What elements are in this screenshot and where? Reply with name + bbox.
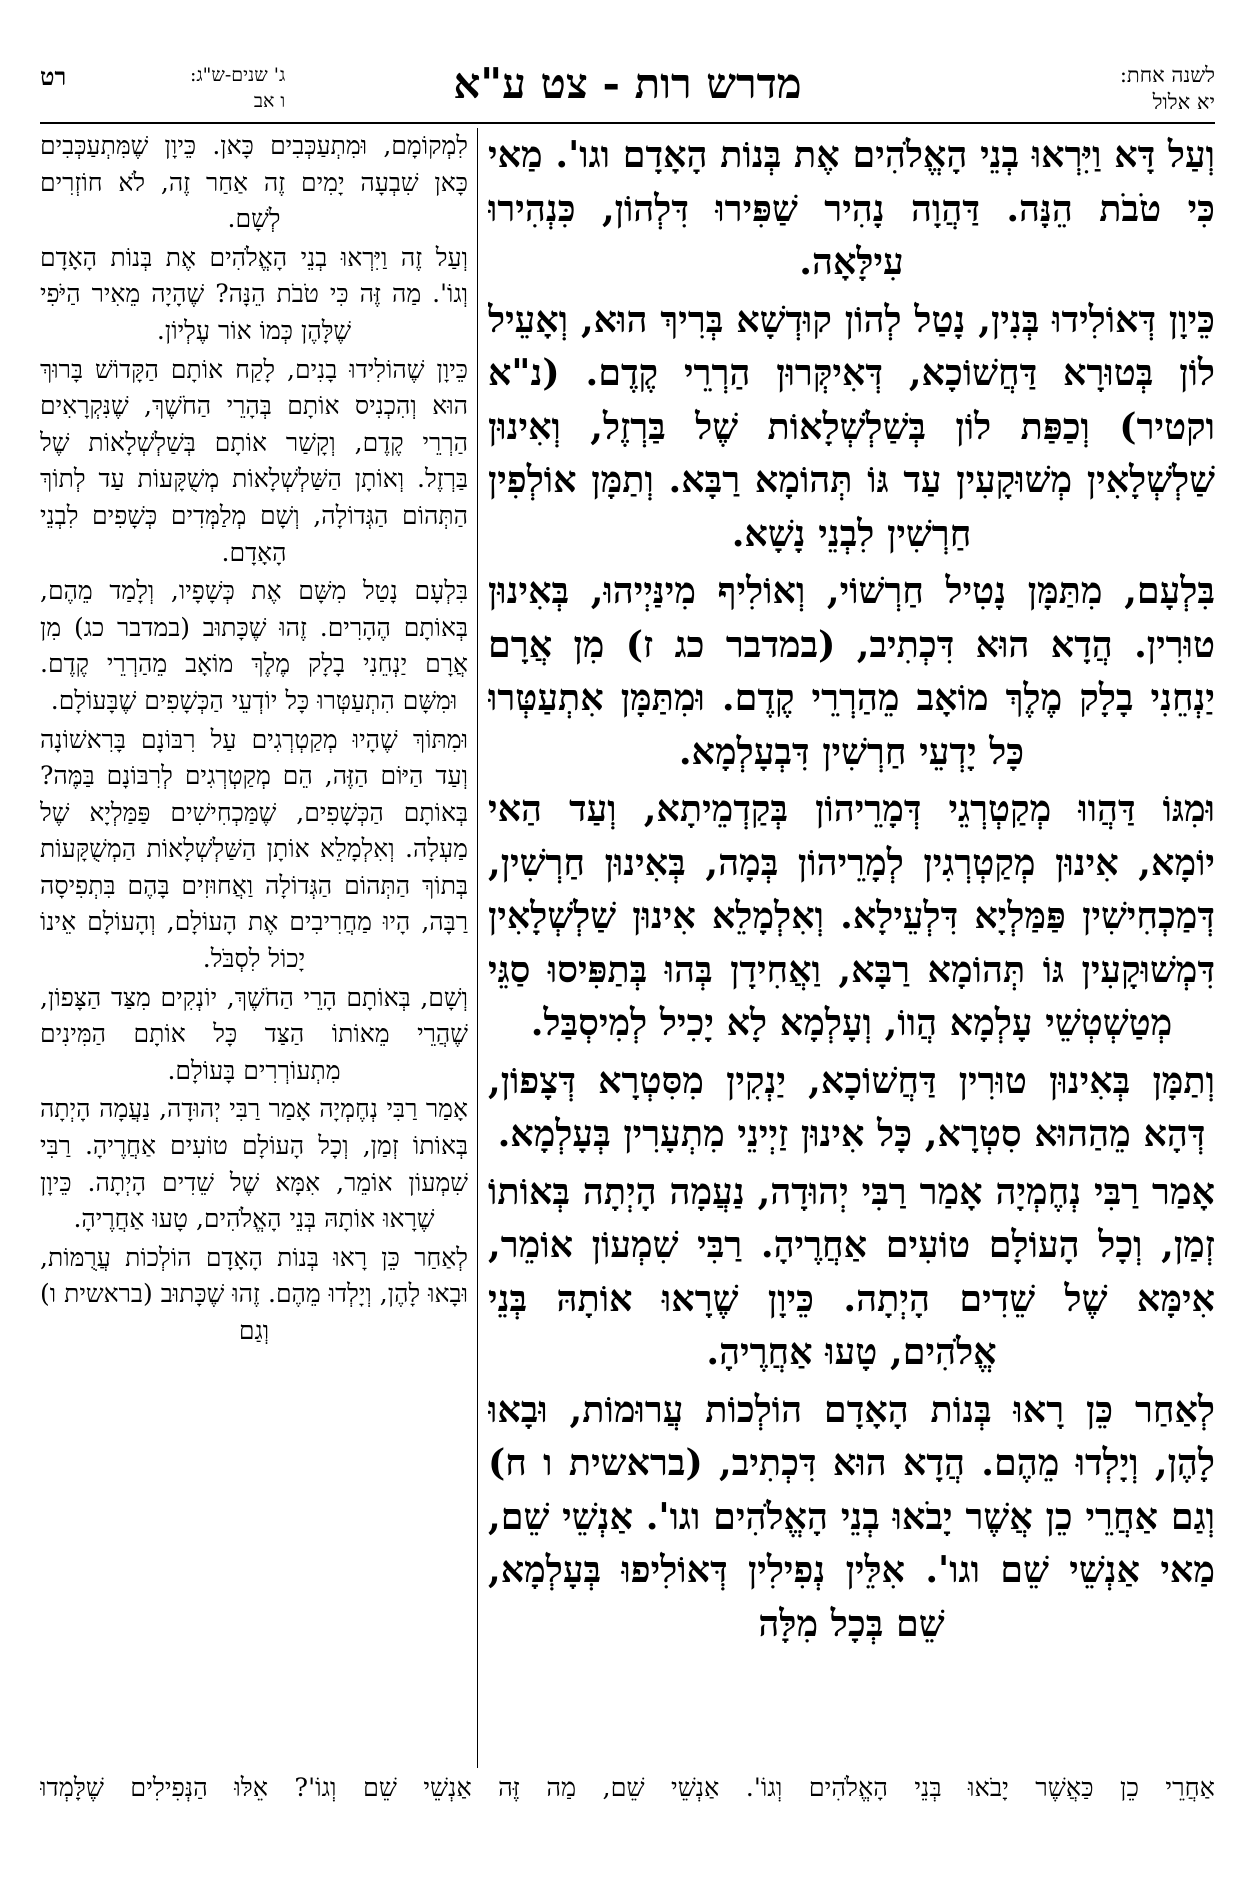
page-header <box>40 58 1215 118</box>
side-paragraph: וּמִתּוֹךְ שֶׁהָיוּ מְקַטְרְגִים עַל רִבּוֹנָם בָּרִאשׁוֹנָה וְעַד הַיּוֹם הַזֶּה, הֵם מְקַטְרְגִים לְרִבּוֹנָם בַּמֶּה? בְּאוֹתָם הַכְּשָׁפִים, שֶׁמַּכְחִישִׁים פַּמַּלְיָא שֶׁל מַעְלָה. וְאִלְמָלֵא אוֹתָן הַשַּׁלְשְׁלָאוֹת הַמְשֻׁקָּעוֹת בְּתוֹךְ הַתְּהוֹם הַגְּדוֹלָה וַאֲחוּזִים בָּהֶם בִּתְפִיסָה רַבָּה, הָיוּ מַחֲרִיבִים אֶת הָעוֹלָם, וְהָעוֹלָם אֵינוֹ יָכוֹל לִסְבֹּל. <box>40 724 468 974</box>
main-paragraph: כֵּיוָן דְּאוֹלִידוּ בְּנִין, נָטַל לְהוֹן קוּדְשָׁא בְּרִיךְ הוּא, וְאָעֵיל לוֹן בְּטוּרָא דַּחֲשׁוֹכָא, דְּאִיקְּרוּן הַרְרֵי קֶדֶם. (נ"א וקטיר) וְכַפַּת לוֹן בְּשַׁלְשְׁלָאוֹת שֶׁל בַּרְזֶל, וְאִינוּן שַׁלְשְׁלָאִין מְשׁוּקָעִין עַד גּוֹ תְּהוֹמָא רַבָּא. וְתַמָּן אוֹלְפִין חַרְשִׁין לִבְנֵי נָשָׁא. <box>488 297 1215 555</box>
side-paragraph: אָמַר רַבִּי נְחֶמְיָה אָמַר רַבִּי יְהוּדָה, נַעֲמָה הָיְתָה בְּאוֹתוֹ זְמַן, וְכָל הָעוֹלָם טוֹעִים אַחֲרֶיהָ. רַבִּי שִׁמְעוֹן אוֹמֵר, אִמָּא שֶׁל שֵׁדִים הָיְתָה. כֵּיוָן שֶׁרָאוּ אוֹתָהּ בְּנֵי הָאֱלֹהִים, טָעוּ אַחֲרֶיהָ. <box>40 1094 468 1234</box>
side-paragraph: וְשָׁם, בְּאוֹתָם הָרֵי הַחֹשֶׁךְ, יוֹנְקִים מִצַּד הַצָּפוֹן, שֶׁהֲרֵי מֵאוֹתוֹ הַצַּד כָּל אוֹתָם הַמִּינִים מִתְעוֹרְרִים בָּעוֹלָם. <box>40 982 468 1085</box>
side-paragraph: כֵּיוָן שֶׁהוֹלִידוּ בָנִים, לָקַח אוֹתָם הַקָּדוֹשׁ בָּרוּךְ הוּא וְהִכְנִיס אוֹתָם בְּהָרֵי הַחֹשֶׁךְ, שֶׁנִּקְרָאִים הַרְרֵי קֶדֶם, וְקָשַׁר אוֹתָם בְּשַׁלְשְׁלָאוֹת שֶׁל בַּרְזֶל. וְאוֹתָן הַשַּׁלְשְׁלָאוֹת מְשֻׁקָּעוֹת עַד לְתוֹךְ הַתְּהוֹם הַגְּדוֹלָה, וְשָׁם מְלַמְּדִים כְּשָׁפִים לִבְנֵי הָאָדָם. <box>40 354 468 567</box>
main-paragraph: אָמַר רַבִּי נְחֶמְיָה אָמַר רַבִּי יְהוּדָה, נַעֲמָה הָיְתָה בְּאוֹתוֹ זְמַן, וְכָל הָעוֹלָם טוֹעִים אַחֲרֶיהָ. רַבִּי שִׁמְעוֹן אוֹמֵר, אִימָּא שֶׁל שֵׁדִים הָיְתָה. כֵּיוָן שֶׁרָאוּ אוֹתָהּ בְּנֵי אֱלֹהִים, טָעוּ אַחֲרֶיהָ. <box>488 1169 1215 1373</box>
schedule-label-one-year: לשנה אחת: <box>1119 63 1215 87</box>
study-schedule-three-years <box>190 62 285 114</box>
main-paragraph: לְאַחַר כֵּן רָאוּ בְּנוֹת הָאָדָם הוֹלְכוֹת עֲרוּמוֹת, וּבָאוּ לָהֶן, וְיָלְדוּ מֵהֶם. הֲדָא הוּא דִּכְתִיב, (בראשית ו ח) וְגַם אַחֲרֵי כֵן אֲשֶׁר יָבֹאוּ בְנֵי הָאֱלֹהִים וגו'. אַנְשֵׁי שֵׁם, מַאי אַנְשֵׁי שֵׁם וגו'. אִלֵּין נְפִילִין דְּאוֹלִיפוּ בְּעָלְמָא, שֵׁם בְּכָל מִלָּה <box>488 1387 1215 1645</box>
footer-line: אַחֲרֵי כֵן כַּאֲשֶׁר יָבֹאוּ בְּנֵי הָאֱלֹהִים וְגוֹ'. אַנְשֵׁי שֵׁם, מַה זֶּה אַנְשֵׁי שֵׁם וְגוֹ'? אֵלּוּ הַנְּפִילִים שֶׁלָּמְדוּ <box>40 1773 1215 1803</box>
main-paragraph: וּמִגּוֹ דַּהֲווּ מְקַטְרְגֵי דְּמָרֵיהוֹן בְּקַדְמֵיתָא, וְעַד הַאי יוֹמָא, אִינוּן מְקַטְרְגִין לְמָרֵיהוֹן בְּמָה, בְּאִינוּן חַרְשִׁין, דְּמַכְחִישִׁין פַּמַּלְיָא דִּלְעֵילָא. וְאִלְמָלֵא אִינוּן שַׁלְשְׁלָאִין דִּמְשׁוּקָעִין גּוֹ תְּהוֹמָא רַבָּא, וַאֲחִידָן בְּהוּ בְּתַפִּיסוּ סַגֵּי מְטַשְׁטְשֵׁי עָלְמָא הֲווֹ, וְעָלְמָא לָא יָכִיל לְמִיסְבַּל. <box>488 787 1215 1044</box>
header-rule <box>40 122 1215 124</box>
side-paragraph: בִּלְעָם נָטַל מִשָּׁם אֶת כְּשָׁפָיו, וְלָמַד מֵהֶם, בְּאוֹתָם הֶהָרִים. זֶהוּ שֶׁכָּתוּב (במדבר כג) מִן אֲרָם יַנְחֵנִי בָלָק מֶלֶךְ מוֹאָב מֵהַרְרֵי קֶדֶם. וּמִשָּׁם הִתְעַטְּרוּ כָּל יוֹדְעֵי הַכְּשָׁפִים שֶׁבָּעוֹלָם. <box>40 576 468 715</box>
hebrew-translation-column <box>40 128 468 1768</box>
schedule-label-three-years: ג' שנים-ש"ג: <box>190 64 286 86</box>
side-paragraph: לְאַחַר כֵּן רָאוּ בְּנוֹת הָאָדָם הוֹלְכוֹת עֲרֻמּוֹת, וּבָאוּ לָהֶן, וְיָלְדוּ מֵהֶם. זֶהוּ שֶׁכָּתוּב (בראשית ו) וְגַם <box>40 1242 468 1345</box>
column-divider <box>477 128 478 1768</box>
aramaic-text-column <box>488 128 1215 1768</box>
side-paragraph: לִמְקוֹמָם, וּמִתְעַכְּבִים כָּאן. כֵּיוָן שֶׁמִּתְעַכְּבִים כָּאן שִׁבְעָה יָמִים זֶה אַחַר זֶה, לֹא חוֹזְרִים לְשָׁם. <box>40 131 468 234</box>
schedule-date-three-years: ו אב <box>253 90 286 112</box>
main-paragraph: בִּלְעָם, מִתַּמָּן נָטִיל חַרְשׁוֹי, וְאוֹלִיף מִינַּיְיהוּ, בְּאִינוּן טוּרִין. הֲדָא הוּא דִּכְתִיב, (במדבר כג ז) מִן אֲרָם יַנְחֵנִי בָלָק מֶלֶךְ מוֹאָב מֵהַרְרֵי קֶדֶם. וּמִתַּמָּן אִתְעַטְּרוּ כָּל יָדְעֵי חַרְשִׁין דִּבְעָלְמָא. <box>488 569 1215 773</box>
page-number: רט <box>40 62 67 91</box>
page-title: מדרש רות - צט ע"א <box>453 59 802 108</box>
side-paragraph: וְעַל זֶה וַיִּרְאוּ בְנֵי הָאֱלֹהִים אֶת בְּנוֹת הָאָדָם וְגוֹ'. מַה זֶּה כִּי טֹבֹת הֵנָּה? שֶׁהָיָה מֵאִיר הַיֹּפִי שֶׁלָּהֶן כְּמוֹ אוֹר עֶלְיוֹן. <box>40 242 468 345</box>
main-paragraph: וְתַמָּן בְּאִינוּן טוּרִין דַּחֲשׁוֹכָא, יַנְקִין מִסִּטְרָא דְּצָפוֹן, דְּהָא מֵהַהוּא סִטְרָא, כָּל אִינוּן זַיְינֵי מִתְעָרִין בְּעָלְמָא. <box>488 1058 1215 1155</box>
schedule-date-one-year: יא אלול <box>1152 90 1215 114</box>
main-paragraph: וְעַל דָּא וַיִּרְאוּ בְנֵי הָאֱלֹהִים אֶת בְּנוֹת הָאָדָם וגו'. מַאי כִּי טֹבֹת הֵנָּה. דַּהֲוָה נָהִיר שַׁפִּירוּ דִּלְהוֹן, כִּנְהִירוּ עִילָּאָה. <box>488 133 1215 283</box>
